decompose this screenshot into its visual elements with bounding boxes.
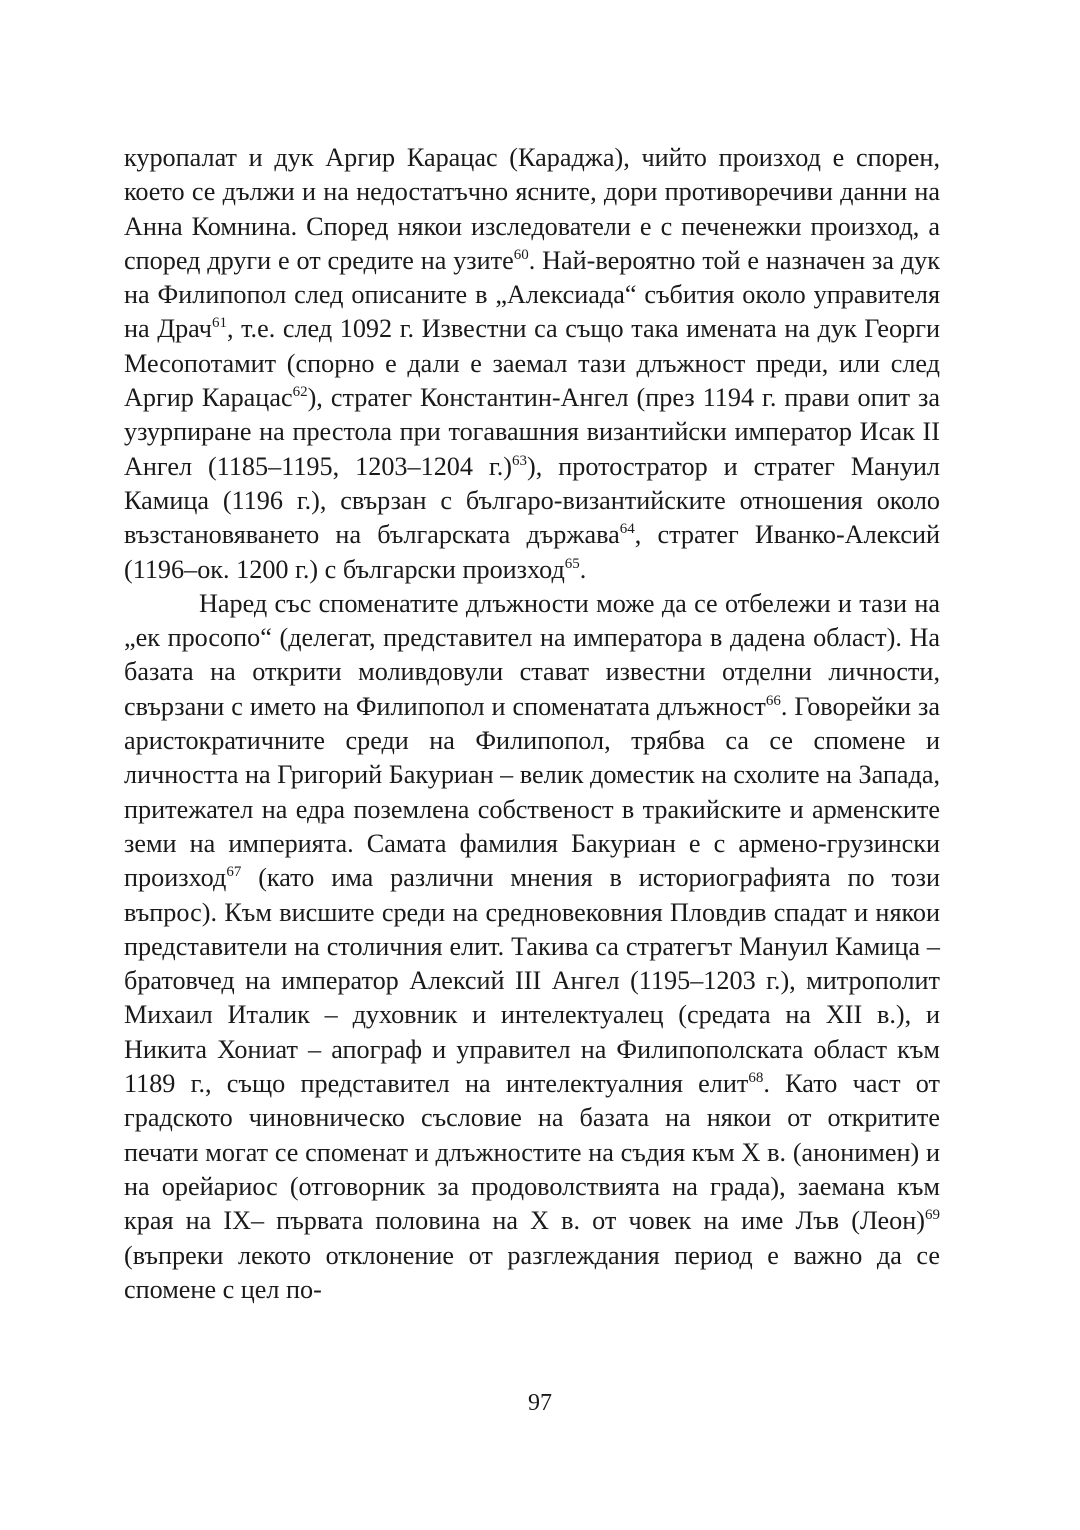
text-run: . — [579, 554, 587, 584]
text-run: ), протостратор и стратег Мануил Камица (1196 г.), свързан с българо-византийските отношения около възстановяването на българската държава — [124, 451, 940, 550]
page-body — [124, 141, 940, 1307]
footnote-ref-62[interactable]: 62 — [292, 384, 308, 401]
footnote-ref-69[interactable]: 69 — [925, 1207, 940, 1224]
footnote-ref-63[interactable]: 63 — [512, 452, 528, 469]
text-run: (въпреки лекото отклонение от разглеждания период е важно да се спомене с цел по- — [124, 1240, 940, 1304]
footnote-ref-60[interactable]: 60 — [513, 246, 529, 263]
text-run: ), стратег Константин-Ангел (през 1194 г. прави опит за узурпиране на престола при тогавашния византийски император Исак II Ангел (1185–1195, 1203–1204 г.) — [124, 383, 940, 481]
text-run: , т.е. след 1092 г. Известни са също така имената на дук Георги Месопотамит (спорно е дали е заемал тази длъжност преди, или след Аргир Карацас — [124, 314, 940, 413]
footnote-ref-64[interactable]: 64 — [619, 521, 635, 538]
text-run: Наред със споменатите длъжности може да се отбележи и тази на „ек просопо“ (делегат, представител на императора в дадена област). На базата на открити моливдовули стават известни отделни личности, свързани с името на Филипопол и споменатата длъжност — [124, 588, 940, 721]
paragraph-1 — [124, 141, 940, 587]
footnote-ref-65[interactable]: 65 — [564, 555, 580, 572]
footnote-ref-66[interactable]: 66 — [765, 692, 781, 709]
footnote-ref-61[interactable]: 61 — [211, 315, 227, 332]
text-run: (като има различни мнения в историографията по този въпрос). Към висшите среди на средновековния Пловдив спадат и някои представители на столичния елит. Такива са стратегът Мануил Камица – братовчед на император Алексий III Ангел (1195–1203 г.), митрополит Михаил Италик – духовник и интелектуалец (средата на XII в.), и Никита Хониат – апограф и управител на Филипополската област към 1189 г., също представител на интелектуалния елит — [124, 863, 940, 1099]
text-run: . Говорейки за аристократичните среди на Филипопол, трябва са се спомене и личността на Григорий Бакуриан – велик доместик на схолите на Запада, притежател на едра поземлена собственост в тракийските и арменските земи на империята. Самата фамилия Бакуриан е с армено-грузински произход — [124, 691, 941, 893]
text-run: куропалат и дук Аргир Карацас (Караджа), чийто произход е спорен, което се дължи и на недостатъчно ясните, дори противоречиви данни на Анна Комнина. Според някои изследователи е с печенежки произход, а според други е от средите на узите — [124, 143, 940, 275]
text-run: . Най-вероятно той е назначен за дук на Филипопол след описаните в „Алексиада“ събития около управителя на Драч — [124, 245, 940, 344]
footnote-ref-68[interactable]: 68 — [748, 1070, 764, 1087]
text-run: , стратег Иванко-Алексий (1196–ок. 1200 г.) с български произход — [124, 520, 940, 584]
footnote-ref-67[interactable]: 67 — [226, 864, 242, 881]
text-run: . Като част от градското чиновническо съсловие на базата на някои от откритите печати могат се споменат и длъжностите на съдия към X в. (анонимен) и на орейариос (отговорник за продоволствията на града), заемана към края на IX– първата половина на X в. от човек на име Лъв (Леон) — [124, 1069, 940, 1236]
page-number: 97 — [528, 1390, 552, 1416]
paragraph-2 — [124, 587, 940, 1307]
